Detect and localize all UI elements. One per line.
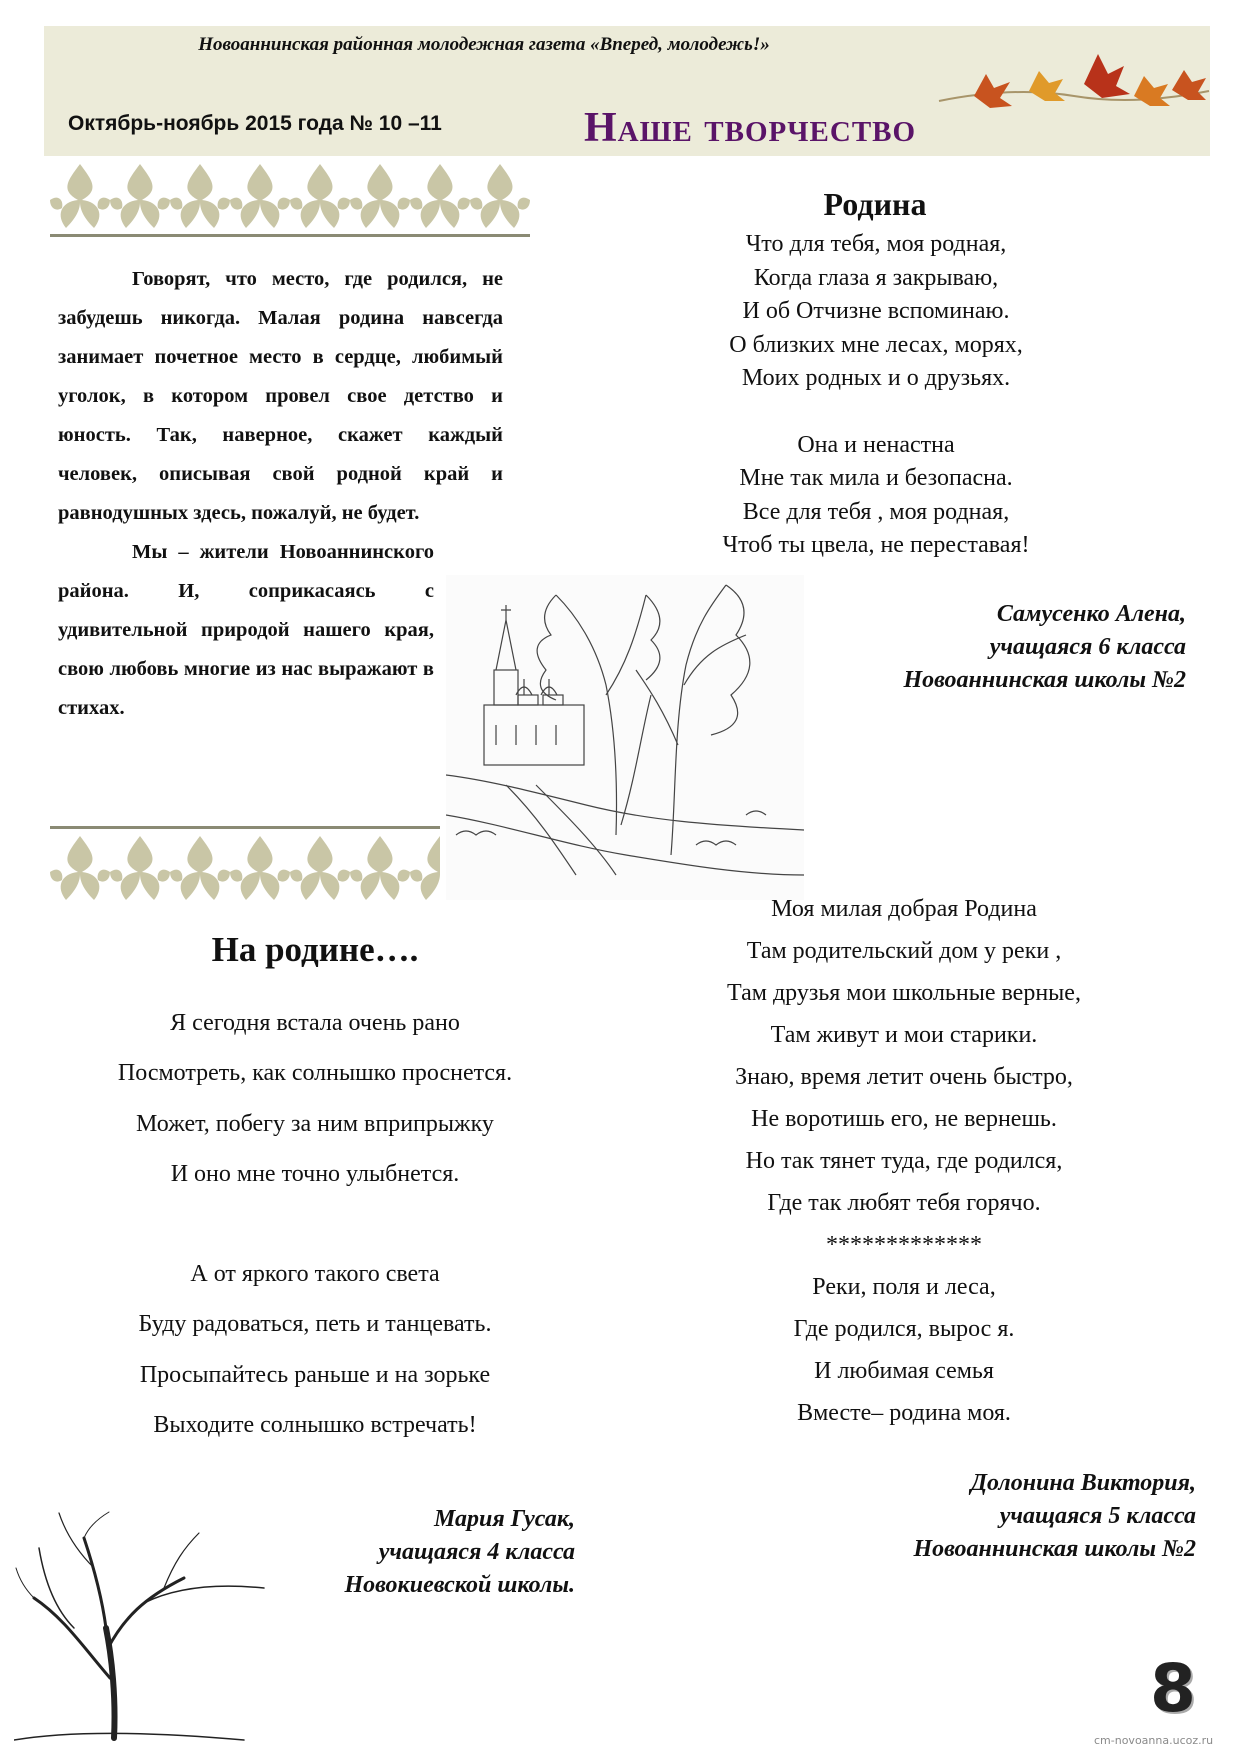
leaf-icon: [1134, 76, 1170, 106]
issue-date: Октябрь-ноябрь 2015 года № 10 –11: [68, 112, 442, 135]
poem-line: Знаю, время летит очень быстро,: [735, 1064, 1073, 1090]
newspaper-name: Новоаннинская районная молодежная газета «Вперед, молодежь!»: [198, 34, 770, 55]
author-name: Самусенко Алена,: [996, 601, 1186, 627]
page-number: 8: [1150, 1650, 1196, 1727]
poem-line: Посмотреть, как солнышко проснется.: [117, 1060, 513, 1087]
floral-pattern-icon: [50, 832, 440, 904]
stanza-gap: [668, 396, 1084, 429]
section-title: Наше творчество: [584, 105, 917, 151]
author-grade: учащаяся 5 класса: [999, 1503, 1196, 1529]
poem-line: И об Отчизне вспоминаю.: [742, 298, 1010, 324]
poem-line: Мне так мила и безопасна.: [739, 465, 1013, 491]
poem-line: Чтоб ты цвела, не переставая!: [722, 532, 1030, 558]
bare-tree-illustration: [14, 1508, 284, 1748]
poem-title: Родина: [823, 186, 927, 222]
poem-line: Что для тебя, моя родная,: [745, 231, 1007, 257]
poem-line: Реки, поля и леса,: [812, 1274, 996, 1300]
stanza-gap: [60, 1199, 570, 1249]
poem-line: Там живут и мои старики.: [770, 1022, 1038, 1048]
site-watermark: cm-novoanna.ucoz.ru: [1094, 1734, 1214, 1747]
poem-line: Все для тебя , моя родная,: [742, 498, 1010, 525]
church-landscape-illustration: [446, 575, 804, 900]
intro-text: [58, 260, 503, 728]
author-name: Мария Гусак,: [433, 1506, 575, 1532]
poem-line: Она и ненастна: [797, 431, 955, 458]
poem-line: Но так тянет туда, где родился,: [745, 1148, 1063, 1174]
poem-author: [790, 598, 1186, 697]
poem-line: А от яркого такого света: [190, 1261, 440, 1288]
poem-rodina: [668, 228, 1084, 563]
poem-line: Может, побегу за ним вприпрыжку: [136, 1110, 494, 1137]
poem-line: И оно мне точно улыбнется.: [170, 1160, 460, 1187]
stanza-separator: *************: [826, 1232, 982, 1258]
intro-paragraph-2: Мы – жители Новоаннинского района. И, соприкасаясь с удивительной природой нашего края, свою любовь многие из нас выражают в стихах.: [58, 541, 434, 719]
poem-author: [800, 1467, 1196, 1566]
autumn-leaves-decoration: [934, 46, 1214, 136]
header-band: [44, 26, 1210, 156]
poem-line: Моя милая добрая Родина: [771, 896, 1037, 922]
poem-line: Где так любят тебя горячо.: [767, 1190, 1041, 1216]
author-school: Новоаннинская школы №2: [913, 1536, 1196, 1562]
poem-line: И любимая семья: [814, 1358, 994, 1384]
author-name: Долонина Виктория,: [970, 1470, 1196, 1496]
leaf-icon: [1029, 71, 1065, 101]
poem-na-rodine: [60, 998, 570, 1450]
poem-line: Там друзья мои школьные верные,: [727, 980, 1081, 1006]
author-school: Новоаннинская школы №2: [903, 667, 1186, 693]
poem-line: Я сегодня встала очень рано: [170, 1010, 460, 1036]
floral-pattern-icon: [50, 160, 530, 232]
divider-line: [50, 826, 440, 829]
poem-line: Выходите солнышко встречать!: [153, 1412, 477, 1439]
divider-line: [50, 234, 530, 237]
author-school: Новокиевской школы.: [344, 1572, 575, 1598]
poem-line: Моих родных и о друзьях.: [741, 365, 1011, 391]
poem-line: Не воротишь его, не вернешь.: [751, 1106, 1057, 1132]
poem-line: Где родился, вырос я.: [793, 1316, 1015, 1342]
poem-line: Там родительский дом у реки ,: [746, 938, 1062, 964]
poem-line: Когда глаза я закрываю,: [753, 264, 999, 291]
leaf-icon: [1084, 54, 1130, 98]
poem-line: О близких мне лесах, морях,: [729, 331, 1023, 358]
poem-line: Просыпайтесь раньше и на зорьке: [139, 1361, 491, 1388]
intro-paragraph-1: Говорят, что место, где родился, не забудешь никогда. Малая родина навсегда занимает почетное место в сердце, любимый уголок, в котором провел свое детство и юность. Так, наверное, скажет каждый человек, описывая свой родной край и равнодушных здесь, пожалуй, не будет.: [58, 268, 503, 524]
poem-line: Вместе– родина моя.: [797, 1400, 1011, 1426]
poem-moya-rodina: [676, 888, 1132, 1434]
poem-line: Буду радоваться, петь и танцевать.: [138, 1311, 492, 1338]
author-grade: учащаяся 6 класса: [989, 634, 1186, 660]
ornament-top: [50, 160, 530, 240]
poem-author: [250, 1503, 575, 1602]
ornament-middle: [50, 826, 440, 906]
leaf-icon: [974, 74, 1012, 108]
poem-title: На родине….: [211, 930, 419, 969]
author-grade: учащаяся 4 класса: [378, 1539, 575, 1565]
